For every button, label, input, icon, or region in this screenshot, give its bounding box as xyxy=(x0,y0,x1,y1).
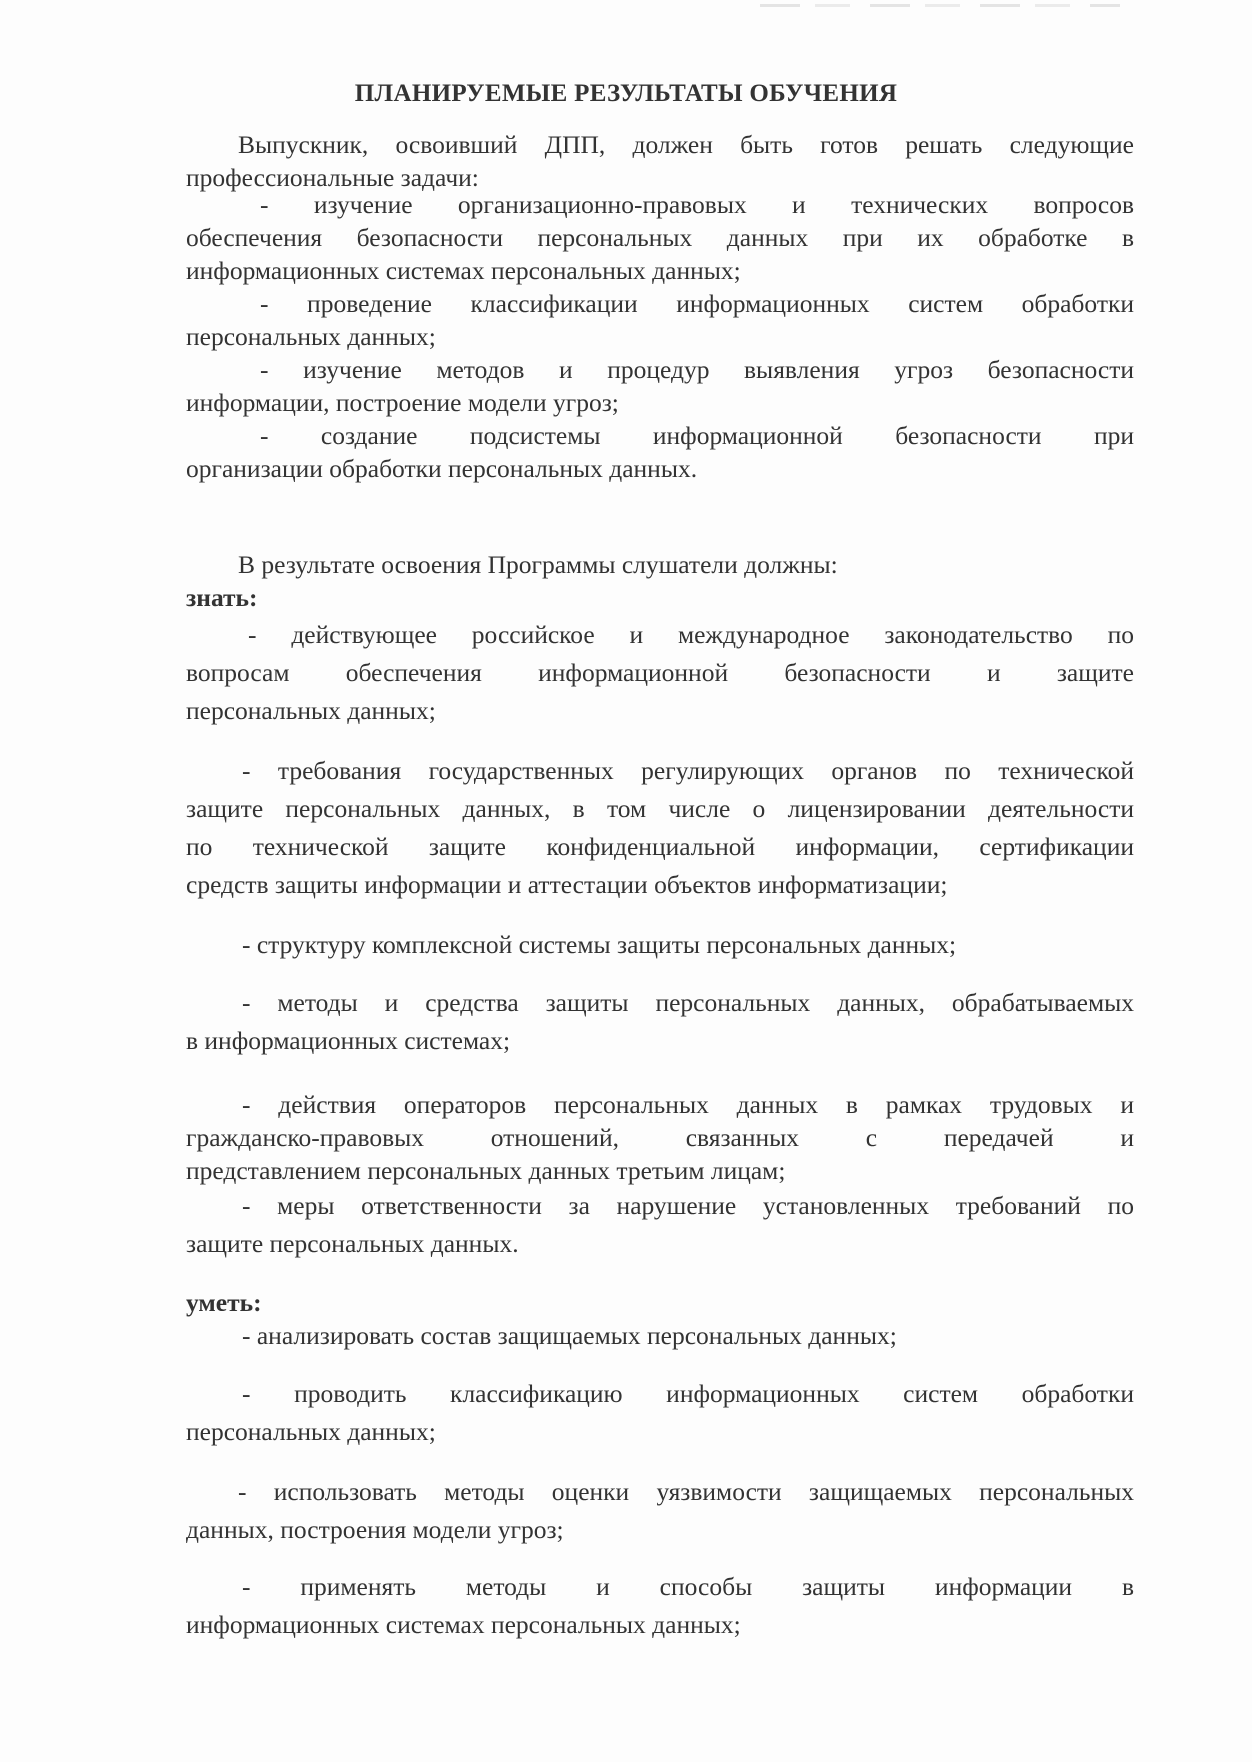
know-item-3 xyxy=(186,926,1134,964)
task-2-line-1: - проведение классификации информационных систем обработки xyxy=(260,289,1134,318)
know-item-5 xyxy=(186,1088,1134,1187)
skill-3-line-2: данных, построения модели угроз; xyxy=(186,1515,564,1544)
skill-item-3 xyxy=(186,1473,1134,1549)
skill-item-4 xyxy=(186,1568,1134,1644)
document-title: ПЛАНИРУЕМЫЕ РЕЗУЛЬТАТЫ ОБУЧЕНИЯ xyxy=(354,80,898,107)
task-4-line-1: - создание подсистемы информационной безопасности при xyxy=(260,421,1134,450)
know-item-2 xyxy=(186,752,1134,904)
know-item-4 xyxy=(186,984,1134,1060)
know-4-line-1: - методы и средства защиты персональных данных, обрабатываемых xyxy=(242,988,1134,1017)
know-5-line-2: гражданско-правовых отношений, связанных с передачей и xyxy=(186,1123,1134,1152)
scan-artifact xyxy=(760,4,1120,7)
know-5-line-3: представлением персональных данных третьим лицам; xyxy=(186,1156,786,1185)
skill-2-line-1: - проводить классификацию информационных систем обработки xyxy=(242,1379,1134,1408)
know-1-line-1: - действующее российское и международное законодательство по xyxy=(248,620,1134,649)
know-1-line-3: персональных данных; xyxy=(186,696,436,725)
skills-section xyxy=(186,1286,1134,1352)
task-3-line-2: информации, построение модели угроз; xyxy=(186,388,619,417)
results-section xyxy=(186,548,1134,614)
skill-4-line-2: информационных системах персональных данных; xyxy=(186,1610,741,1639)
know-3-line-1: - структуру комплексной системы защиты персональных данных; xyxy=(242,930,957,959)
task-1-line-3: информационных системах персональных данных; xyxy=(186,256,741,285)
know-4-line-2: в информационных системах; xyxy=(186,1026,511,1055)
know-item-1 xyxy=(186,616,1134,730)
intro-line-1: Выпускник, освоивший ДПП, должен быть готов решать следующие xyxy=(238,130,1134,159)
task-4-line-2: организации обработки персональных данных. xyxy=(186,454,698,483)
know-5-line-1: - действия операторов персональных данных в рамках трудовых и xyxy=(242,1090,1134,1119)
know-6-line-1: - меры ответственности за нарушение установленных требований по xyxy=(242,1191,1134,1220)
know-1-line-2: вопросам обеспечения информационной безопасности и защите xyxy=(186,658,1134,687)
intro-paragraph xyxy=(186,128,1134,194)
tasks-list xyxy=(186,188,1134,485)
skill-4-line-1: - применять методы и способы защиты информации в xyxy=(242,1572,1134,1601)
know-heading: знать: xyxy=(186,583,258,612)
task-1-line-2: обеспечения безопасности персональных данных при их обработке в xyxy=(186,223,1134,252)
skill-3-line-1: - использовать методы оценки уязвимости защищаемых персональных xyxy=(238,1477,1134,1506)
know-item-6 xyxy=(186,1187,1134,1263)
skills-heading: уметь: xyxy=(186,1288,262,1317)
results-intro: В результате освоения Программы слушатели должны: xyxy=(238,550,838,579)
know-2-line-3: по технической защите конфиденциальной информации, сертификации xyxy=(186,832,1134,861)
skill-1-line-1: - анализировать состав защищаемых персональных данных; xyxy=(242,1321,897,1350)
task-1-line-1: - изучение организационно-правовых и технических вопросов xyxy=(260,190,1134,219)
skill-item-2 xyxy=(186,1375,1134,1451)
know-6-line-2: защите персональных данных. xyxy=(186,1229,519,1258)
know-2-line-1: - требования государственных регулирующих органов по технической xyxy=(242,756,1134,785)
know-2-line-4: средств защиты информации и аттестации объектов информатизации; xyxy=(186,870,948,899)
skill-2-line-2: персональных данных; xyxy=(186,1417,436,1446)
know-2-line-2: защите персональных данных, в том числе о лицензировании деятельности xyxy=(186,794,1134,823)
intro-line-2: профессиональные задачи: xyxy=(186,163,479,192)
task-3-line-1: - изучение методов и процедур выявления угроз безопасности xyxy=(260,355,1134,384)
task-2-line-2: персональных данных; xyxy=(186,322,436,351)
